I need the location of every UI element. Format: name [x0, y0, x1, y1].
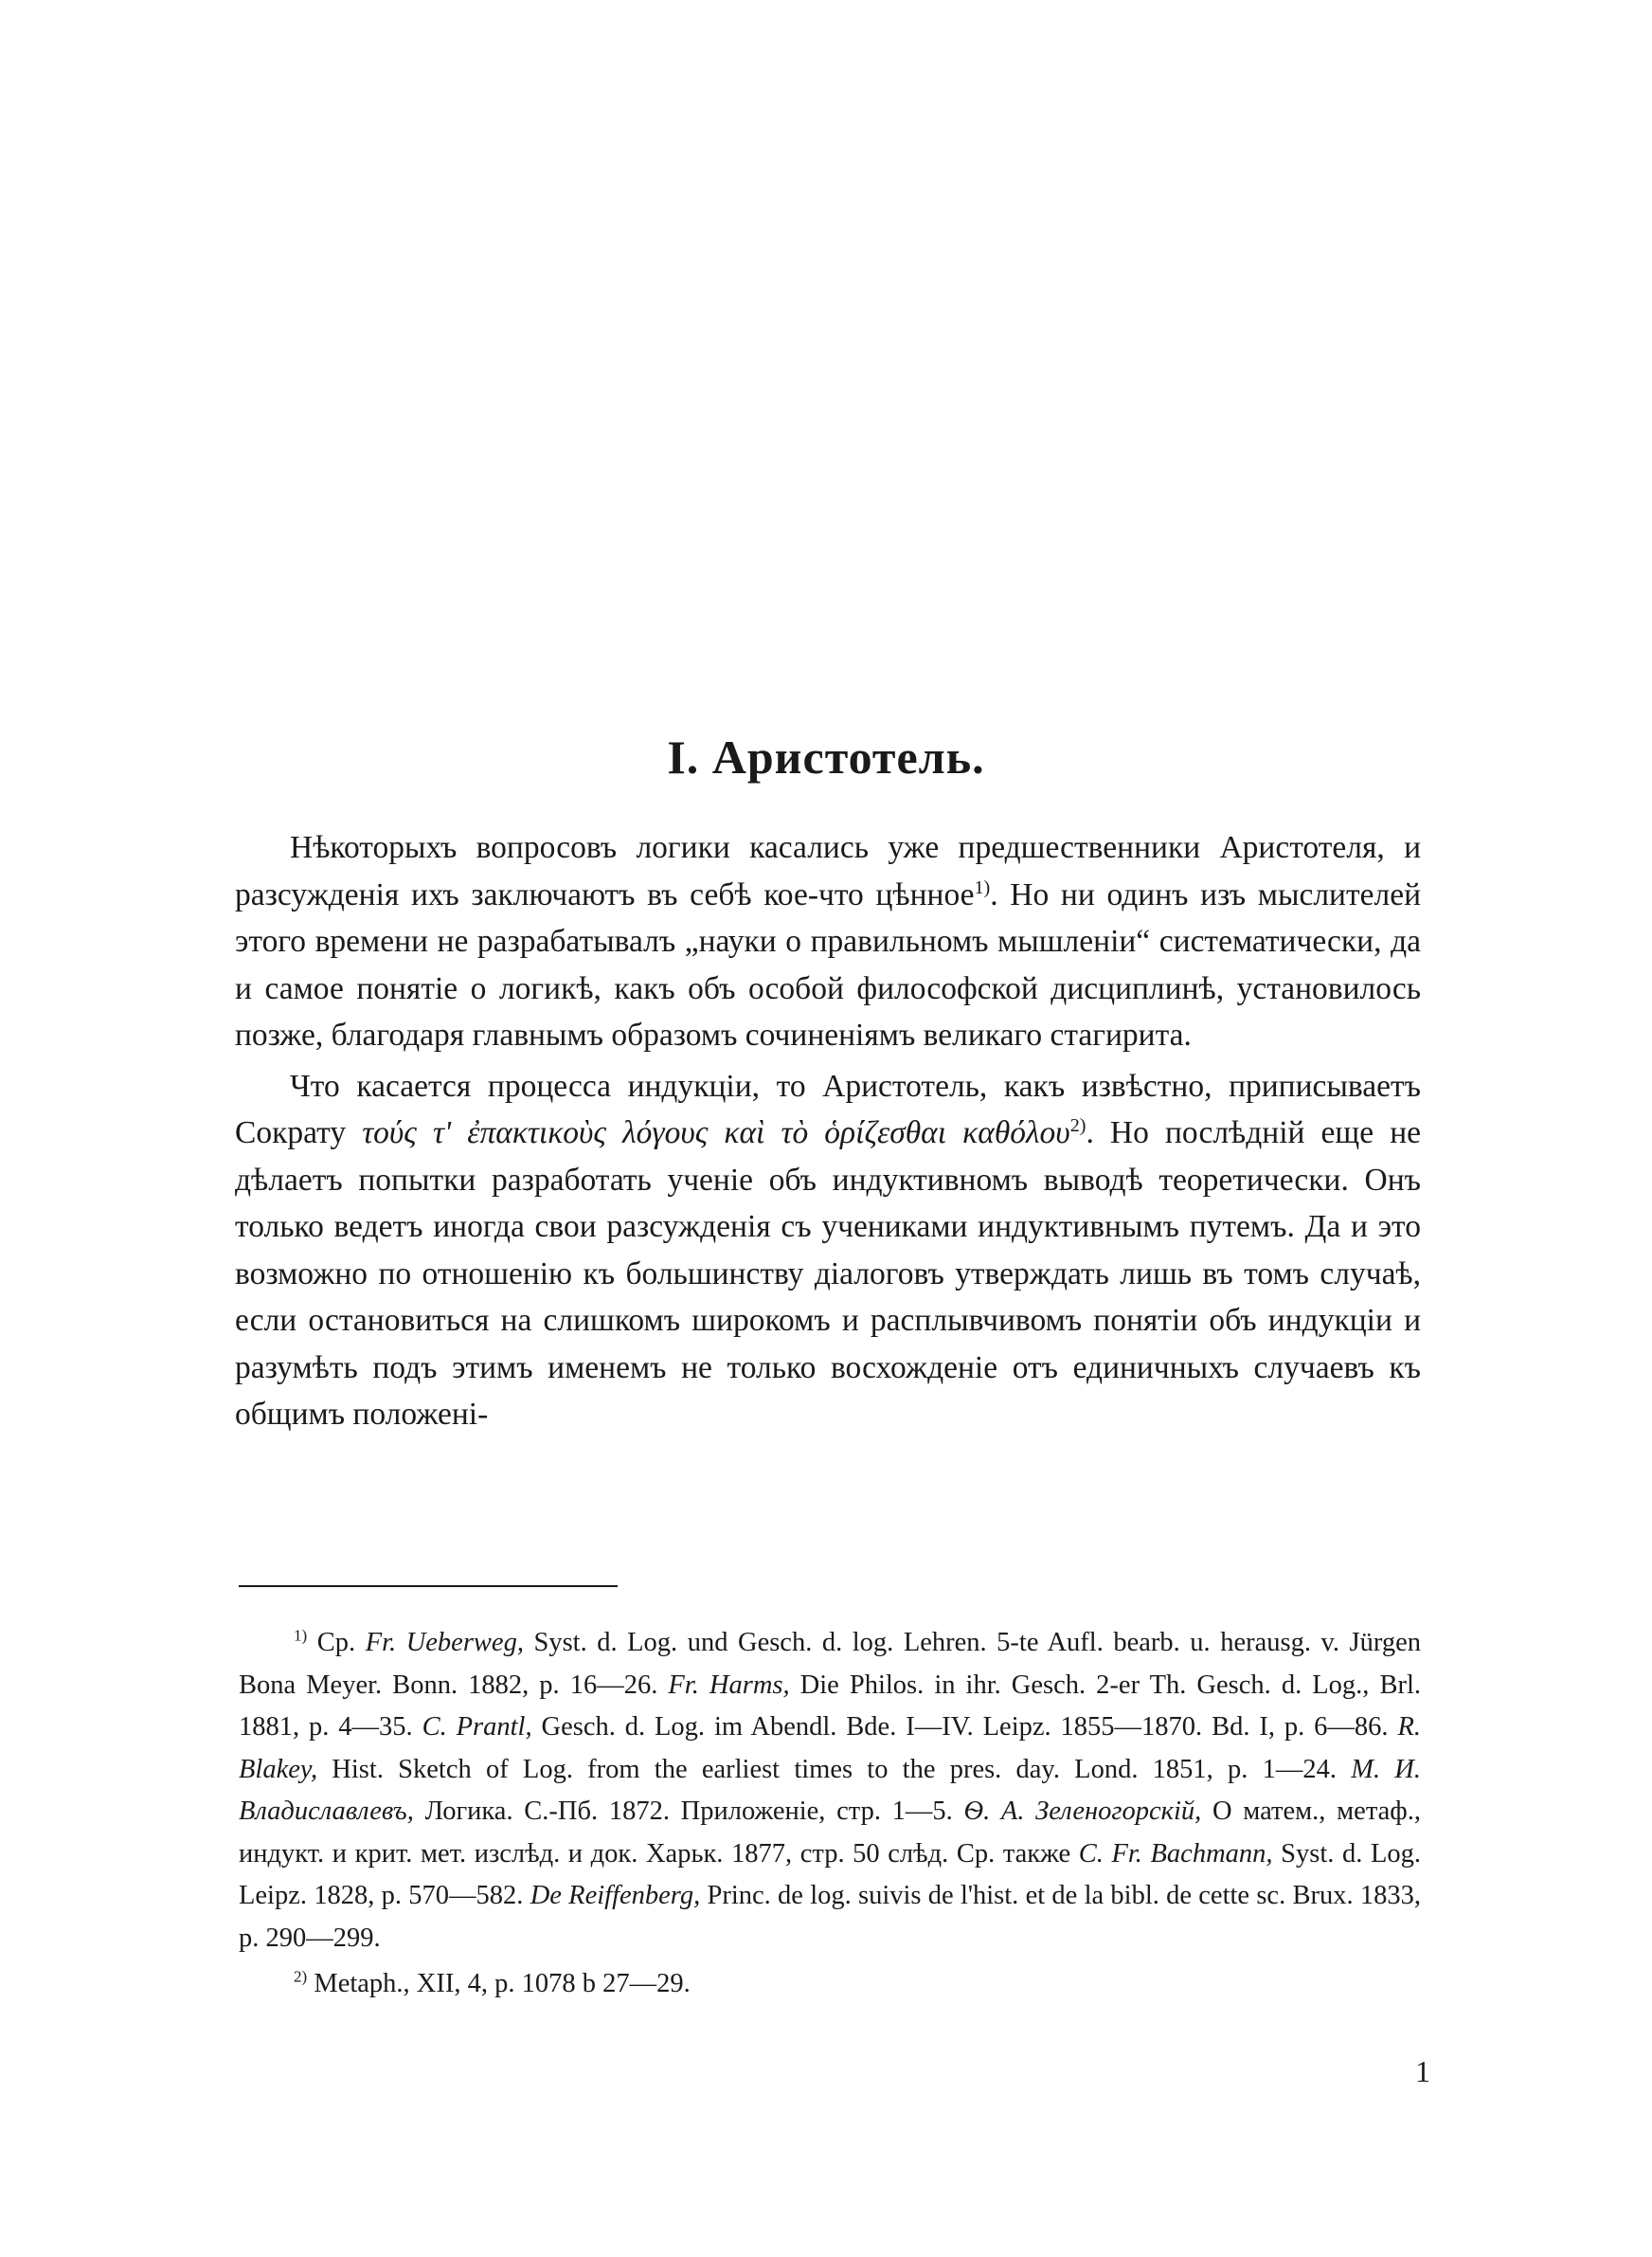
paragraph-2 — [235, 1063, 1421, 1438]
footnote-segment: Die Philos. in ihr. Gesch. 2-er Th. Gesch. d. Log., Brl. 1881, p. 4—35. — [239, 1670, 1421, 1742]
footnote-mark-1: 1) — [294, 1626, 308, 1645]
footnote-1-text — [239, 1628, 1421, 1953]
chapter-title: I. Аристотель. — [667, 731, 985, 784]
footnote-1 — [239, 1622, 1421, 1959]
footnote-segment: Gesch. d. Log. im Abendl. Bde. I—IV. Leipz. 1855—1870. Bd. I, p. 6—86. — [531, 1712, 1398, 1742]
footnote-author: М. И. Владиславлевъ, — [239, 1754, 1421, 1826]
footnote-author: C. Prantl, — [422, 1712, 532, 1742]
footnote-segment: Syst. d. Log. Leipz. 1828, p. 570—582. — [239, 1838, 1421, 1910]
footnote-author: Ѳ. А. Зеленогорскій, — [963, 1797, 1202, 1826]
paragraph-2-text-after: . Но послѣдній еще не дѣлаетъ попытки разработать ученіе объ индуктивномъ выводѣ теоретически. Онъ только ведетъ иногда свои разсужденія съ учениками индуктивнымъ путемъ. Да и это возможно по отношенію къ большинству діалоговъ утверждать лишь въ томъ случаѣ, если остановиться на слишкомъ широкомъ и расплывчивомъ понятіи объ индукціи и разумѣть подъ этимъ именемъ не только восхожденіе отъ единичныхъ случаевъ къ общимъ положені- — [235, 1115, 1421, 1432]
footnote-segment: Syst. d. Log. und Gesch. d. log. Lehren. 5-te Aufl. bearb. u. herausg. v. Jürgen Bona Meyer. Bonn. 1882, p. 16—26. — [239, 1628, 1421, 1700]
footnote-author: R. Blakey, — [239, 1712, 1421, 1784]
footnote-divider — [239, 1585, 618, 1587]
paragraph-1 — [235, 824, 1421, 1059]
footnote-segment: Hist. Sketch of Log. from the earliest times to the pres. day. Lond. 1851, p. 1—24. — [317, 1754, 1352, 1784]
footnote-author: Fr. Harms, — [668, 1670, 790, 1700]
footnote-segment: Логика. С.-Пб. 1872. Приложеніе, стр. 1—5. — [413, 1797, 964, 1826]
footnote-segment: Ср. — [316, 1628, 366, 1657]
footnote-segment: О матем., метаф., индукт. и крит. мет. изслѣд. и док. Харьк. 1877, стр. 50 слѣд. Ср. также — [239, 1797, 1421, 1869]
footnote-author: De Reiffenberg, — [530, 1881, 701, 1910]
footnote-mark-2: 2) — [294, 1967, 308, 1986]
footnote-author: C. Fr. Bachmann, — [1078, 1838, 1273, 1869]
footnote-ref-1[interactable]: 1) — [974, 876, 991, 898]
footnote-2 — [239, 1963, 1421, 2006]
page-number: 1 — [1415, 2054, 1430, 2088]
footnote-segment: Metaph., XII, 4, p. 1078 b 27—29. — [314, 1969, 691, 1998]
greek-quotation: τούς τ' ἐπακτικοὺς λόγους καὶ τὸ ὁρίζεσθαι καθόλου — [362, 1115, 1070, 1150]
main-text — [235, 824, 1421, 1438]
footnote-2-text — [314, 1969, 690, 1998]
paragraph-2-text: Что касается процесса индукціи, то Аристотель, какъ извѣстно, приписываетъ Сократу — [235, 1068, 1421, 1150]
footnote-ref-2[interactable]: 2) — [1069, 1114, 1086, 1136]
paragraph-1-text: Нѣкоторыхъ вопросовъ логики касались уже предшественники Аристотеля, и разсужденія ихъ заключаютъ въ себѣ кое-что цѣнное — [235, 830, 1421, 912]
footnotes — [239, 1622, 1421, 2006]
footnote-author: Fr. Ueberweg, — [365, 1628, 524, 1657]
paragraph-1-text-after: . Но ни одинъ изъ мыслителей этого времени не разрабатывалъ „науки о правильномъ мышленіи“ систематически, да и самое понятіе о логикѣ, какъ объ особой философской дисциплинѣ, установилось позже, благодаря главнымъ образомъ сочиненіямъ великаго стагирита. — [235, 876, 1421, 1053]
footnote-segment: Princ. de log. suivis de l'hist. et de la bibl. de cette sc. Brux. 1833, p. 290—299. — [239, 1881, 1421, 1953]
